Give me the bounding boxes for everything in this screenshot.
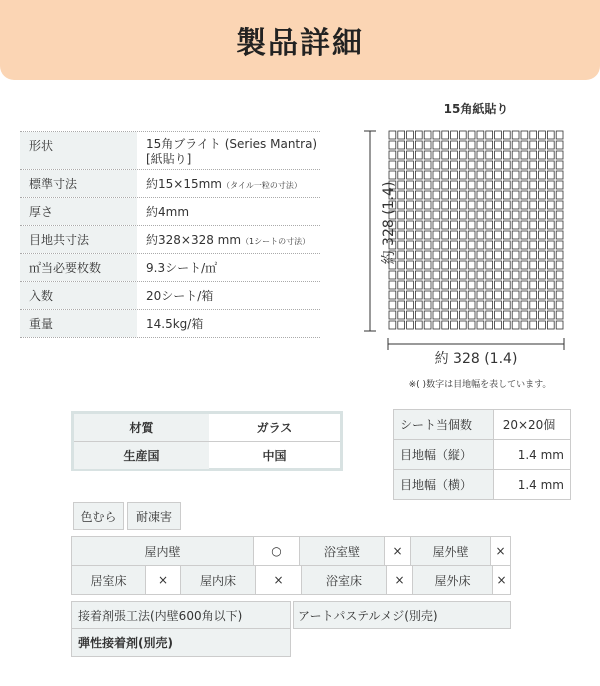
usage-label: 浴室床 — [302, 566, 387, 594]
origin-label: 生産国 — [74, 442, 209, 469]
usage-mark: ○ — [254, 537, 300, 565]
spec-value: 20シート/箱 — [146, 289, 214, 303]
usage-row — [71, 536, 511, 566]
origin-row — [74, 441, 340, 469]
spec-value: 約15×15mm（タイル一粒の寸法） — [146, 177, 302, 191]
sheet-row — [394, 439, 570, 469]
spec-label: ㎡当必要枚数 — [20, 254, 137, 281]
spec-label: 形状 — [20, 132, 137, 169]
spec-row — [20, 225, 320, 253]
usage-mark: × — [495, 544, 506, 558]
usage-mark: × — [256, 566, 302, 594]
spec-label: 入数 — [20, 282, 137, 309]
page-title: 製品詳細 — [236, 26, 364, 61]
material-table — [71, 411, 343, 471]
usage-mark: × — [146, 566, 181, 594]
spec-note: （1シートの寸法） — [241, 237, 311, 246]
sheet-table — [393, 409, 571, 500]
spec-value: 14.5kg/箱 — [146, 317, 204, 331]
spec-row — [20, 131, 320, 169]
grout-product: アートパステルメジ(別売) — [293, 601, 511, 629]
spec-row — [20, 281, 320, 309]
usage-label: 浴室壁 — [300, 537, 385, 565]
installation-method: 接着剤張工法(内壁600角以下) — [71, 601, 291, 629]
spec-label: 標準寸法 — [20, 170, 137, 197]
usage-row — [71, 566, 511, 595]
usage-table — [71, 536, 511, 595]
material-row — [74, 414, 340, 441]
spec-label: 目地共寸法 — [20, 226, 137, 253]
spec-value: 約4mm — [146, 205, 190, 219]
spec-table — [20, 131, 320, 338]
frost-resistance-badge: 耐凍害 — [127, 502, 181, 530]
usage-mark: × — [387, 566, 413, 594]
origin-value: 中国 — [262, 449, 287, 463]
usage-mark: × — [496, 573, 507, 587]
spec-value: 約328×328 mm（1シートの寸法） — [146, 233, 311, 247]
horizontal-dimension-label: 約 328 (1.4) — [434, 351, 518, 367]
vertical-dimension-label: 約 328 (1.4) — [381, 181, 397, 265]
color-variation-badge: 色むら — [73, 502, 124, 530]
usage-label: 屋内壁 — [72, 537, 254, 565]
usage-label: 屋外壁 — [411, 537, 491, 565]
sheet-label: 目地幅（横） — [394, 470, 494, 499]
spec-row — [20, 309, 320, 338]
spec-value: 9.3シート/㎡ — [146, 261, 218, 275]
spec-value: 15角ブライト (Series Mantra) [紙貼り] — [146, 137, 318, 166]
sheet-label: 目地幅（縦） — [394, 440, 494, 469]
sheet-label: シート当個数 — [394, 410, 494, 439]
material-value: ガラス — [256, 421, 293, 435]
spec-label: 厚さ — [20, 198, 137, 225]
spec-row — [20, 169, 320, 197]
usage-mark: × — [385, 537, 411, 565]
diagram-title: 15角紙貼り — [443, 102, 509, 116]
usage-label: 屋外床 — [413, 566, 493, 594]
sheet-row — [394, 410, 570, 439]
sheet-row — [394, 469, 570, 499]
adhesive-product: 弾性接着剤(別売) — [71, 629, 291, 657]
usage-label: 居室床 — [72, 566, 146, 594]
sheet-value: 20×20個 — [502, 418, 556, 432]
material-label: 材質 — [74, 414, 209, 441]
sheet-value: 1.4 mm — [517, 477, 564, 492]
sheet-value: 1.4 mm — [517, 447, 564, 462]
usage-label: 屋内床 — [181, 566, 256, 594]
spec-label: 重量 — [20, 310, 137, 337]
joint-width-note: ※( )数字は目地幅を表しています。 — [408, 380, 552, 390]
spec-row — [20, 197, 320, 225]
spec-row — [20, 253, 320, 281]
spec-note: （タイル一粒の寸法） — [221, 181, 302, 190]
